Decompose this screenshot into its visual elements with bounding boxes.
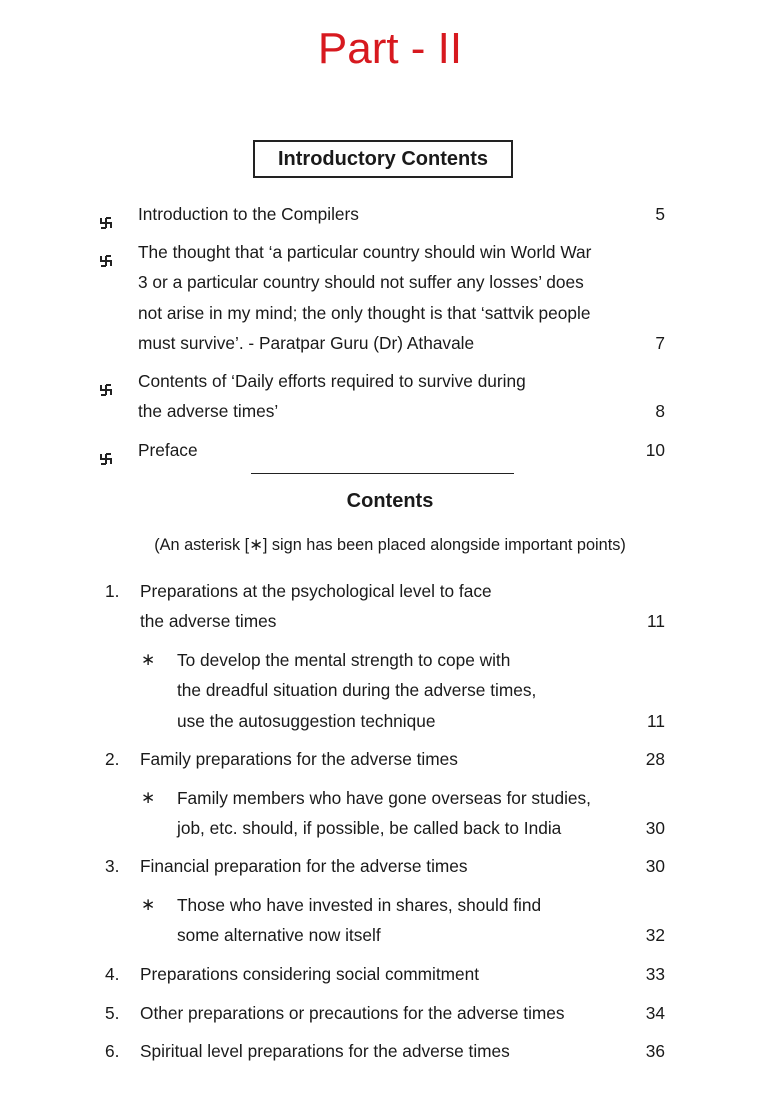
entry-number: 3. xyxy=(105,856,120,876)
entry-line: Those who have invested in shares, should find xyxy=(177,895,542,915)
asterisk-note: (An asterisk [∗] sign has been placed alongside important points) xyxy=(154,536,626,554)
entry-text xyxy=(138,435,658,465)
contents-heading: Contents xyxy=(346,490,434,512)
entry-text xyxy=(140,1036,660,1066)
entry-line: the dreadful situation during the adverse times, xyxy=(177,680,537,701)
page-number: 7 xyxy=(655,333,665,354)
entry-line: Introduction to the Compilers xyxy=(138,204,359,224)
entry-text xyxy=(140,959,660,989)
entry-text xyxy=(140,998,660,1028)
entry-line: not arise in my mind; the only thought is that ‘sattvik people xyxy=(138,302,591,323)
entry-line: some alternative now itself xyxy=(177,925,381,946)
entry-line: Preparations at the psychological level to face xyxy=(140,581,492,601)
asterisk-icon: ∗ xyxy=(141,650,156,669)
entry-line: Family preparations for the adverse times xyxy=(140,749,458,769)
entry-line: Financial preparation for the adverse times xyxy=(140,856,468,876)
swastika-bullet-icon xyxy=(100,246,112,258)
entry-line: 3 or a particular country should not suffer any losses’ does xyxy=(138,272,584,293)
swastika-bullet-icon xyxy=(100,375,112,387)
entry-text xyxy=(140,744,660,774)
page-number: 28 xyxy=(645,749,665,769)
page-number: 33 xyxy=(645,964,665,984)
page-number: 36 xyxy=(645,1041,665,1061)
swastika-bullet-icon xyxy=(100,444,112,456)
entry-text xyxy=(177,783,697,844)
entry-text xyxy=(138,199,658,229)
divider xyxy=(251,473,514,474)
entry-number: 2. xyxy=(105,749,120,769)
page-number: 11 xyxy=(647,611,665,632)
entry-line: job, etc. should, if possible, be called back to India xyxy=(177,818,562,839)
page-number: 8 xyxy=(655,401,665,422)
entry-number: 1. xyxy=(105,581,120,601)
page-number: 11 xyxy=(647,710,665,731)
page-number: 30 xyxy=(645,856,665,876)
entry-line: To develop the mental strength to cope with xyxy=(177,650,511,670)
page-number: 30 xyxy=(645,818,665,839)
page-number: 34 xyxy=(645,1003,665,1023)
page-number: 5 xyxy=(655,204,665,224)
entry-line: use the autosuggestion technique xyxy=(177,710,436,731)
asterisk-icon: ∗ xyxy=(141,788,156,807)
entry-number: 6. xyxy=(105,1041,120,1061)
entry-text xyxy=(177,645,697,736)
entry-line: The thought that ‘a particular country should win World War xyxy=(138,242,592,262)
entry-text xyxy=(138,366,658,427)
entry-text xyxy=(138,237,658,359)
entry-line: must survive’. - Paratpar Guru (Dr) Athavale xyxy=(138,333,475,354)
entry-line: Spiritual level preparations for the adverse times xyxy=(140,1041,510,1061)
entry-line: Family members who have gone overseas for studies, xyxy=(177,788,591,808)
intro-heading-box: Introductory Contents xyxy=(253,140,513,178)
entry-line: Preparations considering social commitment xyxy=(140,964,480,984)
entry-text xyxy=(140,576,660,637)
asterisk-icon: ∗ xyxy=(141,895,156,914)
page-number: 10 xyxy=(645,440,665,460)
part-title: Part - II xyxy=(317,24,463,73)
entry-line: Contents of ‘Daily efforts required to survive during xyxy=(138,371,526,391)
entry-text xyxy=(140,851,660,881)
entry-line: the adverse times’ xyxy=(138,401,279,422)
entry-number: 5. xyxy=(105,1003,120,1023)
entry-number: 4. xyxy=(105,964,120,984)
swastika-bullet-icon xyxy=(100,208,112,220)
entry-line: Preface xyxy=(138,440,198,460)
entry-text xyxy=(177,890,697,951)
entry-line: Other preparations or precautions for the adverse times xyxy=(140,1003,565,1023)
entry-line: the adverse times xyxy=(140,611,277,632)
page-number: 32 xyxy=(645,925,665,946)
